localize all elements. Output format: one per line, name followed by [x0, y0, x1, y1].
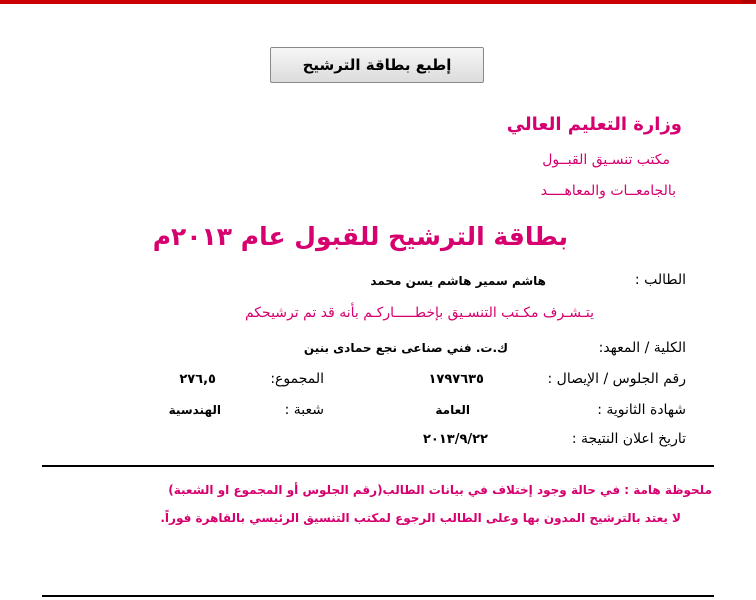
seat-number-label: رقم الجلوس / الإيصال : [547, 371, 686, 387]
top-banner-strip [0, 0, 756, 4]
top-banner-edge [742, 0, 756, 3]
nomination-announcement: يتـشـرف مكـتب التنسـيق بإخطـــــاركـم بأنه قد تم ترشيحكم [244, 305, 594, 321]
important-note-line-2: لا يعتد بالترشيح المدون بها وعلى الطالب الرجوع لمكتب التنسيق الرئيسي بالقاهرة فوراً. [160, 511, 681, 525]
branch-value: الهندسية [168, 403, 221, 417]
college-value: ك.ت. فني صناعى نجع حمادى بنين [303, 341, 508, 355]
print-card-button[interactable]: إطبع بطاقة الترشيح [270, 47, 484, 83]
universities-line: بالجامعــات والمعاهــــد [540, 183, 676, 199]
result-date-value: ٢٠١٣/٩/٢٢ [422, 432, 488, 447]
certificate-value: العامة [435, 403, 470, 417]
divider-top [42, 465, 714, 467]
card-title: بطاقة الترشيح للقبول عام ٢٠١٣م [152, 222, 568, 251]
certificate-label: شهادة الثانوية : [597, 402, 686, 418]
seat-number-value: ١٧٩٧٦٣٥ [428, 372, 484, 387]
student-label: الطالب : [634, 272, 686, 288]
college-label: الكلية / المعهد: [598, 340, 686, 356]
admission-office-line: مكتب تنسـيق القبــول [542, 152, 670, 168]
total-value: ٢٧٦,٥ [179, 372, 216, 387]
branch-label: شعبة : [284, 402, 324, 418]
ministry-heading: وزارة التعليم العالي [506, 114, 682, 135]
divider-bottom [42, 595, 714, 597]
result-date-label: تاريخ اعلان النتيجة : [571, 431, 686, 447]
total-label: المجموع: [270, 371, 324, 387]
student-name: هاشم سمير هاشم يسن محمد [370, 274, 546, 288]
important-note-line-1: ملحوظة هامة : في حالة وجود إختلاف في بيانات الطالب(رقم الجلوس أو المجموع او الشعبة) [168, 483, 712, 497]
